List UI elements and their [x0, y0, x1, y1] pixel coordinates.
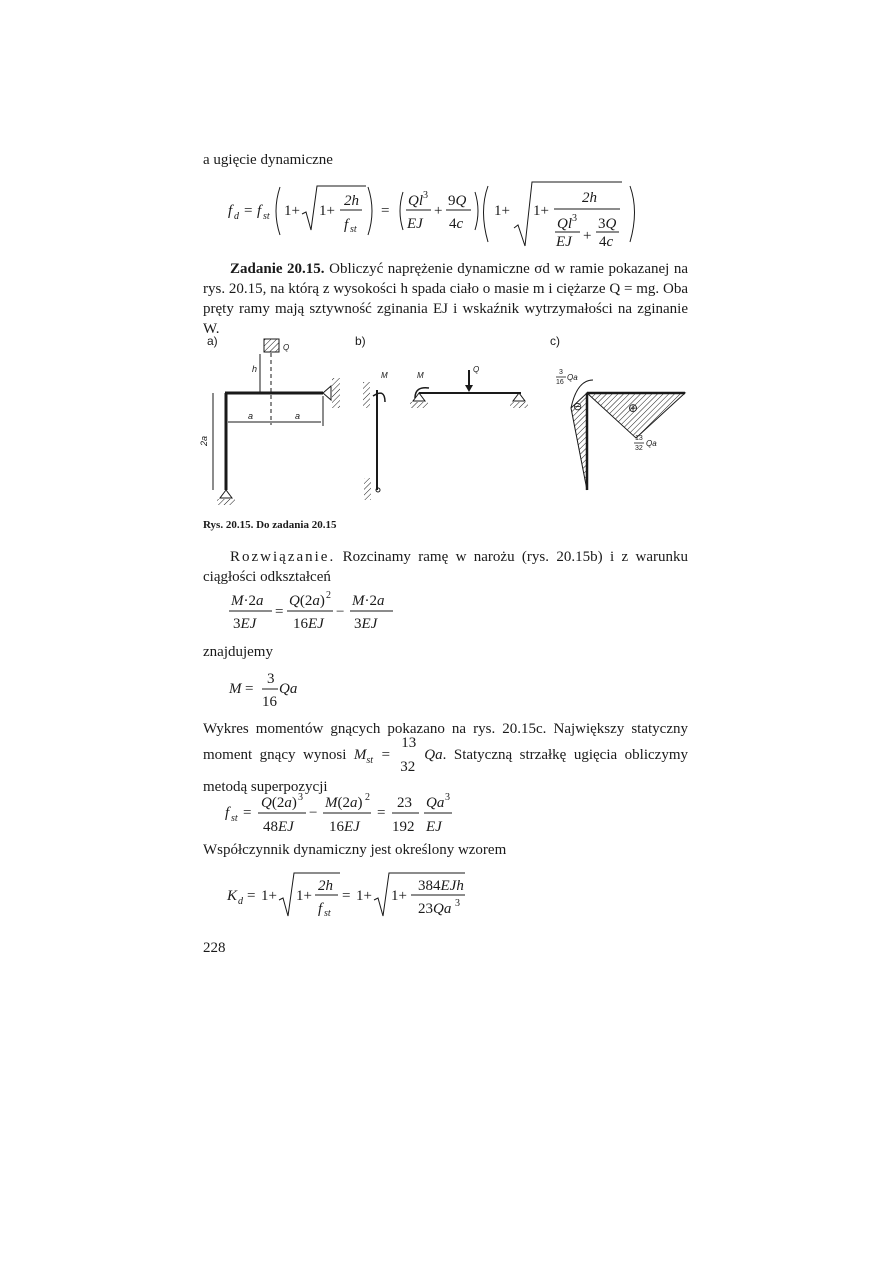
equation-continuity	[225, 590, 405, 634]
svg-text:=: =	[244, 203, 253, 219]
svg-text:=: =	[381, 203, 390, 219]
svg-text:K: K	[227, 888, 238, 904]
svg-text:3: 3	[267, 671, 275, 687]
svg-text:1+: 1+	[284, 203, 300, 219]
moments-text-1: Wykres momentów gnących pokazano na rys. 20.15c. Największy statyczny moment gnący wynosi	[203, 721, 688, 763]
svg-text:23Qa: 23Qa	[418, 901, 452, 917]
svg-text:−: −	[309, 805, 318, 821]
weight-Q	[264, 339, 279, 352]
label-a2: a	[295, 411, 301, 421]
svg-text:48EJ: 48EJ	[263, 819, 294, 835]
svg-text:st: st	[263, 211, 270, 222]
svg-text:16EJ: 16EJ	[293, 616, 324, 632]
svg-text:1+: 1+	[494, 203, 510, 219]
c-bot-den: 32	[635, 445, 643, 452]
svg-text:Ql: Ql	[408, 193, 423, 209]
svg-text:4c: 4c	[449, 216, 464, 232]
label-a1: a	[248, 411, 254, 421]
svg-text:2h: 2h	[582, 190, 597, 206]
label-M2: M	[417, 371, 424, 380]
svg-text:EJ: EJ	[556, 234, 572, 250]
svg-text:st: st	[231, 813, 238, 824]
svg-text:+: +	[583, 228, 592, 244]
svg-text:=: =	[245, 681, 254, 697]
equation-fst	[225, 790, 485, 836]
svg-text:3: 3	[445, 792, 450, 803]
label-2a: 2a	[199, 435, 209, 446]
svg-text:=: =	[275, 604, 284, 620]
moments-paragraph: Wykres momentów gnących pokazano na rys. 20.15c. Największy statyczny moment gnący wynosi $M_{st}$ = 13 32 Qa. Statyczną strzałkę ugięcia obliczymy metodą superpozycji	[203, 721, 688, 795]
task-body: Obliczyć naprężenie dynamiczne σd w ramie pokazanej na rys. 20.15, na którą z wysokości h spada ciało o masie m i ciężarze Q = mg. Oba pręty ramy mają sztywność zginania EJ i wskaźnik wytrzymałości na zginanie W.	[203, 261, 689, 337]
figure-caption: Rys. 20.15. Do zadania 20.15	[203, 519, 337, 531]
figure-20-15	[195, 330, 695, 520]
label-h: h	[252, 364, 258, 374]
svg-text:Qa: Qa	[279, 681, 298, 697]
label-Q: Q	[283, 343, 290, 352]
solution-paragraph	[203, 547, 688, 587]
c-top-den: 16	[556, 379, 564, 386]
svg-text:f: f	[257, 203, 262, 219]
c-bot-unit: Qa	[646, 439, 657, 448]
label-a: a)	[207, 334, 218, 348]
svg-text:2: 2	[326, 590, 331, 601]
svg-text:2: 2	[365, 792, 370, 803]
svg-text:Qa: Qa	[426, 795, 445, 811]
moments-text-2: . Statyczną strzałkę ugięcia obliczymy metodą superpozycji	[203, 747, 688, 795]
svg-text:EJ: EJ	[407, 216, 423, 232]
solution-label: Rozwiązanie.	[230, 549, 336, 565]
svg-text:16EJ: 16EJ	[329, 819, 360, 835]
svg-text:3Q: 3Q	[598, 216, 617, 232]
svg-text:384EJh: 384EJh	[418, 878, 464, 894]
equation-fd	[220, 178, 650, 250]
svg-text:st: st	[324, 908, 331, 919]
svg-text:−: −	[336, 604, 345, 620]
svg-text:=: =	[243, 805, 252, 821]
c-bot-num: 13	[635, 435, 643, 442]
solution-body: Rozcinamy ramę w narożu (rys. 20.15b) i z warunku ciągłości odkształceń	[203, 549, 688, 585]
svg-text:16: 16	[262, 694, 277, 710]
label-Qb: Q	[473, 365, 480, 374]
svg-text:3EJ: 3EJ	[233, 616, 257, 632]
equation-M	[225, 668, 315, 712]
svg-text:f: f	[318, 901, 323, 917]
svg-text:4c: 4c	[599, 234, 614, 250]
svg-text:M: M	[229, 681, 242, 697]
svg-text:f: f	[344, 217, 349, 233]
svg-text:192: 192	[392, 819, 415, 835]
svg-text:M·2a: M·2a	[352, 593, 385, 609]
svg-text:d: d	[238, 896, 243, 907]
c-top-num: 3	[559, 369, 563, 376]
svg-text:M·2a: M·2a	[231, 593, 264, 609]
svg-text:1+: 1+	[356, 888, 372, 904]
label-b: b)	[355, 334, 366, 348]
svg-text:Q(2a): Q(2a)	[289, 593, 325, 609]
intro-text: a ugięcie dynamiczne	[203, 152, 333, 168]
svg-text:1+: 1+	[296, 888, 312, 904]
svg-text:=: =	[247, 888, 256, 904]
svg-text:3: 3	[455, 898, 460, 909]
svg-text:st: st	[350, 224, 357, 235]
svg-text:1+: 1+	[319, 203, 335, 219]
znajdujemy-text: znajdujemy	[203, 644, 273, 660]
c-plus: ⊕	[628, 401, 639, 415]
task-label: Zadanie 20.15.	[230, 261, 325, 277]
svg-text:3: 3	[423, 190, 428, 201]
svg-text:EJ: EJ	[426, 819, 442, 835]
equation-Kd	[225, 870, 475, 920]
svg-text:23: 23	[397, 795, 412, 811]
page-number: 228	[203, 940, 226, 956]
svg-text:+: +	[434, 203, 443, 219]
c-top-unit: Qa	[567, 373, 578, 382]
svg-text:=: =	[342, 888, 351, 904]
svg-text:3: 3	[298, 792, 303, 803]
label-M1: M	[381, 371, 388, 380]
c-minus: ⊖	[573, 401, 583, 413]
svg-text:Q(2a): Q(2a)	[261, 795, 297, 811]
mst-fraction: 13 32	[400, 735, 417, 775]
coefficient-text: Współczynnik dynamiczny jest określony wzorem	[203, 842, 507, 858]
label-c: c)	[550, 334, 560, 348]
svg-text:2h: 2h	[318, 878, 333, 894]
svg-text:1+: 1+	[261, 888, 277, 904]
svg-text:3EJ: 3EJ	[354, 616, 378, 632]
svg-text:Ql: Ql	[557, 216, 572, 232]
svg-text:f: f	[225, 805, 230, 821]
mst-symbol: $M_{st}$ =	[353, 747, 399, 766]
svg-text:1+: 1+	[391, 888, 407, 904]
svg-text:1+: 1+	[533, 203, 549, 219]
svg-text:d: d	[234, 211, 239, 222]
svg-text:=: =	[377, 805, 386, 821]
task-paragraph	[203, 259, 688, 339]
svg-text:M(2a): M(2a)	[325, 795, 363, 811]
svg-text:f: f	[228, 203, 233, 219]
svg-text:2h: 2h	[344, 193, 359, 209]
svg-text:3: 3	[572, 213, 577, 224]
svg-text:9Q: 9Q	[448, 193, 467, 209]
